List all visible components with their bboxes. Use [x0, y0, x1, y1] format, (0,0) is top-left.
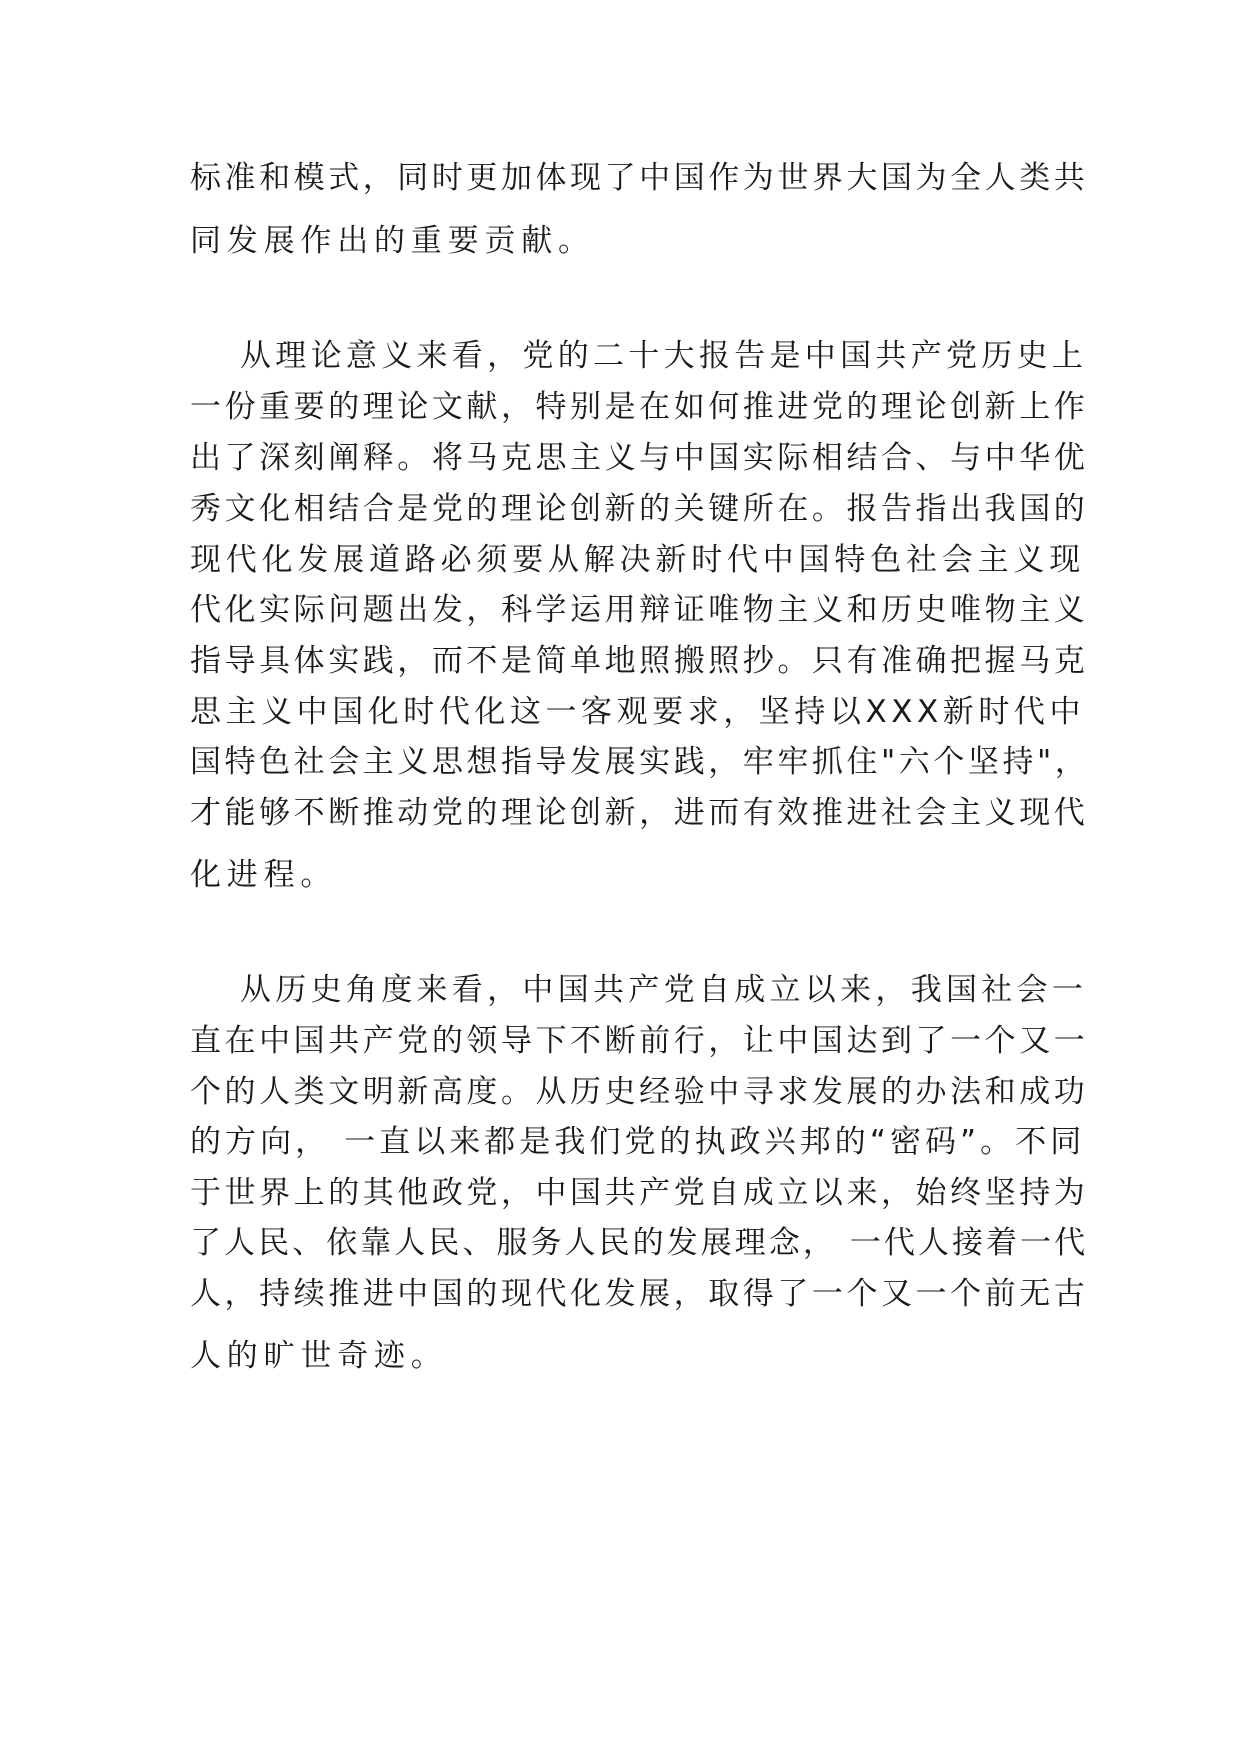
paragraph-2-first-line: 从历史角度来看，中国共产党自成立以来，我国社会一 [240, 972, 1088, 1008]
text-line: 代化实际问题出发，科学运用辩证唯物主义和历史唯物主义 [190, 592, 1089, 628]
text-line: 标准和模式，同时更加体现了中国作为世界大国为全人类共 [190, 160, 1089, 196]
text-line: 才能够不断推动党的理论创新，进而有效推进社会主义现代 [190, 795, 1089, 831]
text-line: 直在中国共产党的领导下不断前行，让中国达到了一个又一 [190, 1023, 1089, 1059]
text-line: 人，持续推进中国的现代化发展，取得了一个又一个前无古 [190, 1276, 1089, 1312]
text-line: 了人民、依靠人民、服务人民的发展理念， 一代人接着一代 [190, 1225, 1089, 1261]
text-line: 化进程。 [190, 857, 338, 893]
text-line: 个的人类文明新高度。从历史经验中寻求发展的办法和成功 [190, 1074, 1089, 1110]
text-line: 于世界上的其他政党，中国共产党自成立以来，始终坚持为 [190, 1175, 1089, 1211]
text-line: 同发展作出的重要贡献。 [190, 223, 595, 259]
text-line: 国特色社会主义思想指导发展实践，牢牢抓住"六个坚持"， [190, 744, 1090, 780]
paragraph-1-first-line: 从理论意义来看，党的二十大报告是中国共产党历史上 [240, 338, 1088, 374]
text-line: 秀文化相结合是党的理论创新的关键所在。报告指出我国的 [190, 491, 1089, 527]
text-line: 的方向， 一直以来都是我们党的执政兴邦的“密码”。不同 [190, 1124, 1086, 1160]
text-line: 指导具体实践，而不是简单地照搬照抄。只有准确把握马克 [190, 643, 1089, 679]
text-line: 出了深刻阐释。将马克思主义与中国实际相结合、与中华优 [190, 440, 1089, 476]
text-line: 思主义中国化时代化这一客观要求，坚持以XXX新时代中 [190, 694, 1086, 730]
text-line: 现代化发展道路必须要从解决新时代中国特色社会主义现 [190, 542, 1085, 578]
text-line: 一份重要的理论文献，特别是在如何推进党的理论创新上作 [190, 389, 1089, 425]
text-line: 人的旷世奇迹。 [190, 1338, 448, 1374]
